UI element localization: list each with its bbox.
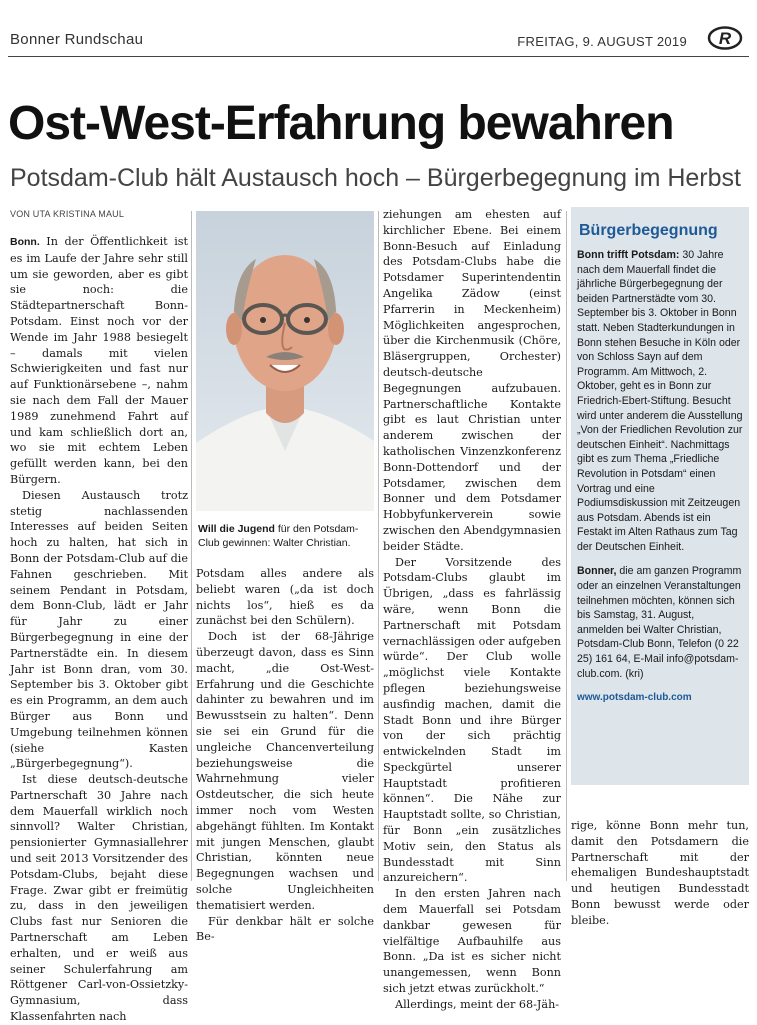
article-paragraph: Der Vorsitzende des Potsdam-Clubs glaubt im Übrigen, „dass es fahrlässig wäre, wenn Bonn die Partnerschaft mit Potsdam vernachlässigen oder aufgeben würde“. Der Club wolle „möglichst viele Kontakte pflegen beziehungsweise ausfindig machen, damit die Stadt Bonn und ihre Bürger von der sich prächtig entwickelnden Stadt im Speckgürtel unserer Hauptstadt profitieren können“. Die Nähe zur Hauptstadt sollte, so Christian, für Bonn „ein zusätzliches Motiv sein, den Status als Bundesstadt mit Sinn anzureichern“. [383,555,561,885]
column-divider [191,211,192,881]
column-divider [378,211,379,881]
svg-text:R: R [718,29,732,48]
article-dateline: Bonn. [10,236,40,248]
article-paragraph: Ist diese deutsch-deutsche Partnerschaft 30 Jahre nach dem Mauerfall wirklich noch sinnvoll? Walter Christian, pensionierter Gymnasiallehrer und seit 2013 Vorsitzender des Potsdam-Clubs, bejaht diese Frage. Zwar gibt er freimütig zu, dass in den jeweiligen Clubs fast nur Senioren die Partnerschaft am Leben erhalten, und er weiß aus seiner Schulerfahrung am Röttgener Carl-von-Ossietzky-Gymnasium, dass Klassenfahrten nach [10,773,188,1024]
article-paragraph: Potsdam alles andere als beliebt waren („da ist doch nichts los“, hieß es da zunächst bei den Schülern). [196,567,374,628]
newspaper-logo-icon [707,26,743,50]
article-paragraph: Für denkbar hält er solche Be- [196,914,374,944]
article-paragraph: Allerdings, meint der 68-Jäh- [395,997,560,1011]
article-headline: Ost-West-Erfahrung bewahren [8,97,674,150]
portrait-image [196,211,374,511]
portrait-photo [196,211,374,511]
info-box-paragraph: Bonner, die am ganzen Programm oder an einzelnen Veranstaltungen teilnehmen möchten, können sich bis Samstag, 31. August, anmelden bei Walter Christian, Potsdam-Club Bonn, Telefon (0 22 25) 161 64, E-Mail info@potsdam-club.com. (kri) [577,565,742,680]
article-column-3 [383,207,561,1013]
article-paragraph: ziehungen am ehesten auf kirchlicher Ebene. Bei einem Bonn-Besuch auf Einladung des Potsdam-Clubs habe die Potsdamer Superintendentin Angelika Zädow (einst Pfarrerin in Meckenheim) Möglichkeiten angesprochen, über die Kirchenmusik (Chöre, Bläsergruppen, Orchester) deutsch-deutsche Begegnungen aufzubauen. Partnerschaftliche Kontakte gibt es laut Christian unter anderem zwischen der katholischen Vinzenzkonferenz Bonn-Dottendorf und der Potsdamer, zwischen dem Bonner und dem Potsdamer Hobbyfunkerverein sowie zwischen den Abendgymnasien beider Städte. [383,208,561,553]
issue-date: FREITAG, 9. AUGUST 2019 [517,34,687,49]
info-box-text [577,248,743,706]
article-paragraph: Doch ist der 68-Jährige überzeugt davon, dass es Sinn macht, „die Ost-West-Erfahrung und die Geschichte dahinter zu bewahren und im Bewusstsein zu halten“. Denn sie sei ein Grund für die ungleiche Chancenverteilung beziehungsweise die Wahrnehmung vieler Ostdeutscher, die sich heute immer noch vom Westen abgehängt fühlten. Im Kontakt mit jungen Menschen, glaubt Christian, könnten neue Begegnungen wachsen und solche Ungleichheiten thematisiert werden. [196,630,374,912]
info-box-title: Bürgerbegegnung [579,222,718,239]
article-column-1 [10,234,188,1025]
masthead-rule [8,56,749,57]
club-website-link[interactable]: www.potsdam-club.com [577,692,692,704]
article-byline: VON UTA KRISTINA MAUL [10,209,125,219]
info-box [571,207,749,785]
article-paragraph: Diesen Austausch trotz stetig nachlassenden Interesses auf beiden Seiten hoch zu halten, hat sich in Bonn der Potsdam-Club auf die Fahnen geschrieben. Mit seinem Pendant in Potsdam, dem Bonn-Club, lädt er Jahr für Jahr zu einer Bürgerbegegnung in eine der Partnerstädte ein. In diesem Jahr ist Bonn dran, vom 30. September bis 3. Oktober gibt es ein Programm, an dem auch Bürger aus Bonn und Umgebung teilnehmen können (siehe Kasten „Bürgerbegegnung“). [10,488,188,771]
article-paragraph: In den ersten Jahren nach dem Mauerfall sei Potsdam dankbar gewesen für vielfältige Aufbauhilfe aus Bonn. „Da ist es sicher nicht unangemessen, wenn Bonn sich jetzt etwas zurückholt.“ [383,887,561,996]
article-paragraph: rige, könne Bonn mehr tun, damit den Potsdamern die Partnerschaft mit der ehemaligen Bundeshauptstadt und heutigen Bundesstadt Bonn bewusst werde oder bleibe. [571,819,749,927]
article-column-2 [196,566,374,945]
photo-caption: Will die Jugend für den Potsdam-Club gewinnen: Walter Christian. [198,523,359,549]
column-divider [566,211,567,881]
info-box-paragraph: Bonn trifft Potsdam: 30 Jahre nach dem Mauerfall findet die jährliche Bürgerbegegnung der beiden Partnerstädte vom 30. September bis 3. Oktober in Bonn statt. Neben Stadterkundungen in Bonn stehen Besuche in Köln oder von Schloss Sayn auf dem Programm. Am Mittwoch, 2. Oktober, geht es in Bonn zur Friedrich-Ebert-Stiftung. Besucht wird unter anderem die Ausstellung „Von der Friedlichen Revolution zur deutschen Einheit“. Nachmittags gibt es zum Thema „Friedliche Revolution in Potsdam“ einen Vortrag und eine Podiumsdiskussion mit Zeitzeugen aus Potsdam. Abends ist ein Festakt im Alten Rathaus zum Tag der Deutschen Einheit. [577,249,743,553]
article-paragraph: Bonn. In der Öffentlichkeit ist es im Laufe der Jahre sehr still um sie geworden, aber es gibt sie noch: die Städtepartnerschaft Bonn-Potsdam. Einst noch vor der Wende im Jahr 1988 besiegelt – damals mit vielen Schwierigkeiten und fast nur auf Funktionärsebene –, nahm sie nach dem Fall der Mauer 1989 zunehmend Fahrt auf und kam schließlich dort an, wo sie mit echtem Leben gefüllt werden kann, bei den Bürgern. [10,235,189,486]
article-subheadline: Potsdam-Club hält Austausch hoch – Bürgerbegegnung im Herbst [10,164,741,192]
newspaper-name: Bonner Rundschau [10,31,144,48]
article-column-4 [571,818,749,929]
